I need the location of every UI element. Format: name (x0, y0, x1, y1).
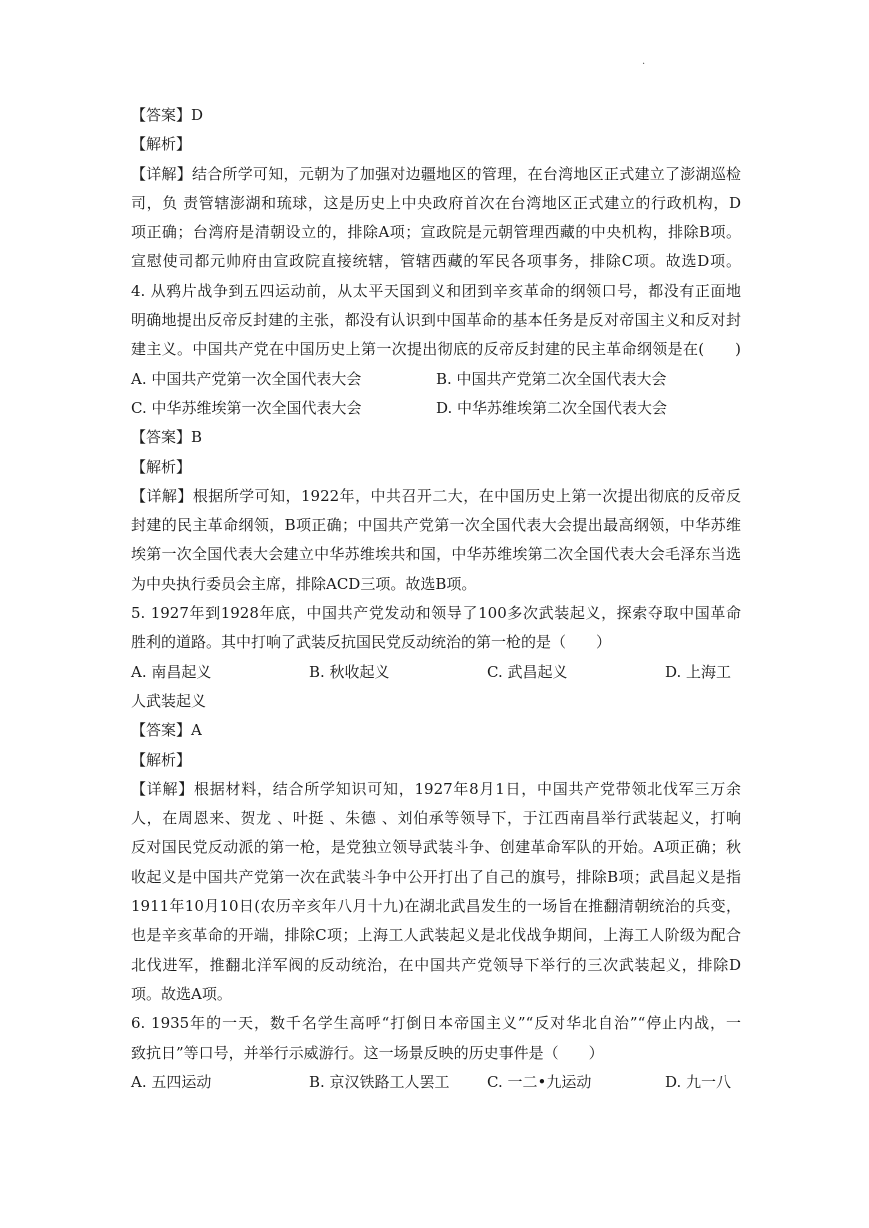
q5-option-c: C. 武昌起义 (487, 662, 568, 681)
q4-explanation-line: 封建的民主革命纲领，B项正确；中国共产党第一次全国代表大会提出最高纲领，中华苏维 (131, 516, 741, 535)
q5-explanation-line: 【详解】根据材料，结合所学知识可知，1927年8月1日，中国共产党带领北伐军三万余 (131, 779, 741, 798)
q4-explanation-line: 【详解】根据所学可知，1922年，中共召开二大，在中国历史上第一次提出彻底的反帝反 (131, 486, 741, 505)
q3-analysis-heading: 【解析】 (131, 135, 192, 154)
q5-stem-line: 胜利的道路。其中打响了武装反抗国民党反动统治的第一枪的是（ ） (131, 633, 612, 652)
q6-stem-line: 6. 1935年的一天，数千名学生高呼“打倒日本帝国主义”“反对华北自治”“停止内战，一 (131, 1014, 741, 1033)
q6-options-row (131, 1068, 741, 1097)
q5-explanation-line: 也是辛亥革命的开端，排除C项；上海工人武装起义是北伐战争期间，上海工人阶级为配合 (131, 926, 741, 945)
q5-options-row (131, 658, 741, 687)
q5-option-d: D. 上海工 (665, 662, 732, 681)
q5-explanation-line: 人，在周恩来、贺龙 、叶挺 、朱德 、刘伯承等领导下，于江西南昌举行武装起义，打响 (131, 809, 741, 828)
q4-stem-line: 明确地提出反帝反封建的主张，都没有认识到中国革命的基本任务是反对帝国主义和反对封 (131, 311, 741, 330)
q3-explanation-line: 【详解】结合所学可知，元朝为了加强对边疆地区的管理，在台湾地区正式建立了澎湖巡检 (131, 164, 741, 183)
q4-options-row (131, 365, 741, 394)
q5-explanation-line: 1911年10月10日(农历辛亥年八月十九)在湖北武昌发生的一场旨在推翻清朝统治的兵变， (131, 897, 741, 916)
q4-stem-line: 建主义。中国共产党在中国历史上第一次提出彻底的反帝反封建的民主革命纲领是在( ) (131, 340, 741, 359)
q5-analysis-heading: 【解析】 (131, 750, 192, 769)
q4-answer: 【答案】B (131, 428, 203, 447)
q6-option-b: B. 京汉铁路工人罢工 (309, 1072, 450, 1091)
q4-explanation-line: 为中央执行委员会主席，排除ACD三项。故选B项。 (131, 574, 477, 593)
q6-option-c: C. 一二•九运动 (487, 1072, 592, 1091)
q5-option-d-continued: 人武装起义 (131, 691, 207, 710)
q4-option-b: B. 中国共产党第二次全国代表大会 (436, 369, 667, 388)
q5-explanation-line: 收起义是中国共产党第一次在武装斗争中公开打出了自己的旗号，排除B项；武昌起义是指 (131, 867, 741, 886)
q5-answer: 【答案】A (131, 721, 202, 740)
page-marker-dot: . (642, 56, 646, 67)
q6-stem-line: 致抗日”等口号，并举行示威游行。这一场景反映的历史事件是（ ） (131, 1043, 604, 1062)
q5-explanation-line: 反对国民党反动派的第一枪，是党独立领导武装斗争、创建革命军队的开始。A项正确；秋 (131, 838, 741, 857)
q4-option-a: A. 中国共产党第一次全国代表大会 (131, 369, 362, 388)
q6-option-d: D. 九一八 (665, 1072, 732, 1091)
q5-option-b: B. 秋收起义 (309, 662, 390, 681)
q5-explanation-line: 北伐进军，推翻北洋军阀的反动统治，在中国共产党领导下举行的三次武装起义，排除D (131, 955, 741, 974)
document-body (131, 101, 741, 1097)
q4-option-c: C. 中华苏维埃第一次全国代表大会 (131, 398, 362, 417)
q5-stem-line: 5. 1927年到1928年底，中国共产党发动和领导了100多次武装起义，探索夺取中国革命 (131, 604, 741, 623)
q3-answer: 【答案】D (131, 106, 204, 124)
q3-explanation-line: 宣慰使司都元帅府由宣政院直接统辖，管辖西藏的军民各项事务，排除C项。故选D项。 (131, 252, 741, 271)
q4-analysis-heading: 【解析】 (131, 457, 192, 476)
q4-explanation-line: 埃第一次全国代表大会建立中华苏维埃共和国，中华苏维埃第二次全国代表大会毛泽东当选 (131, 545, 741, 564)
q6-option-a: A. 五四运动 (131, 1072, 212, 1091)
q5-explanation-line: 项。故选A项。 (131, 984, 232, 1003)
q3-explanation-line: 项正确；台湾府是清朝设立的，排除A项；宣政院是元朝管理西藏的中央机构，排除B项。 (131, 223, 741, 242)
q4-option-d: D. 中华苏维埃第二次全国代表大会 (436, 398, 668, 417)
q3-explanation-line: 司，负 责管辖澎湖和琉球，这是历史上中央政府首次在台湾地区正式建立的行政机构，D (131, 193, 741, 212)
q5-option-a: A. 南昌起义 (131, 662, 212, 681)
q4-options-row (131, 394, 741, 423)
q4-stem-line: 4. 从鸦片战争到五四运动前，从太平天国到义和团到辛亥革命的纲领口号，都没有正面地 (131, 281, 741, 300)
